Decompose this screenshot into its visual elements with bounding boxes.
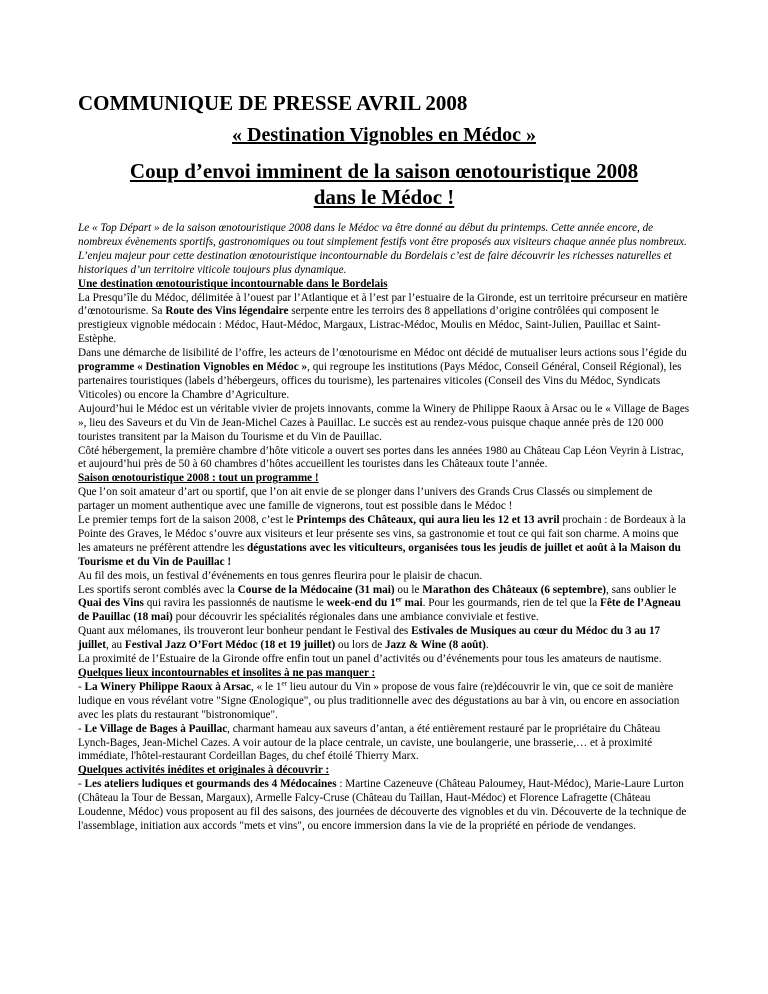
paragraph: Que l’on soit amateur d’art ou sportif, que l’on ait envie de se plonger dans l’univers des Grands Crus Classés ou simplement de partager un moment authentique avec une famille de vignerons, tout est possible dans le Médoc !	[78, 486, 653, 513]
page-title: COMMUNIQUE DE PRESSE AVRIL 2008	[78, 91, 468, 115]
paragraph: Aujourd’hui le Médoc est un véritable vivier de projets innovants, comme la Winery de Philippe Raoux à Arsac ou le « Village de Bages », lieu des Saveurs et du Vin de Jean-Michel Cazes à Pauillac. Le succès est au rendez-vous puisque chaque année près de 120 000 touristes transitent par la Maison du Tourisme et du Vin de Pauillac.	[78, 402, 690, 443]
headline-line-2: dans le Médoc !	[313, 185, 455, 209]
paragraph: Le premier temps fort de la saison 2008, c’est le Printemps des Châteaux, qui aura lieu les 12 et 13 avril prochain : de Bordeaux à la Pointe des Graves, le Médoc s’ouvre aux visiteurs et leur présente ses vins, sa gastronomie et tout ce qui fait son charme. A moins que les amateurs ne préfèrent attendre les dégustations avec les viticulteurs, organisées tous les jeudis de juillet et août à la Maison du Tourisme et du Vin de Pauillac !	[78, 514, 686, 568]
paragraph: Dans une démarche de lisibilité de l’offre, les acteurs de l’œnotourisme en Médoc ont décidé de mutualiser leurs actions sous l’égide du programme « Destination Vignobles en Médoc », qui regroupe les institutions (Pays Médoc, Conseil Général, Conseil Régional), les partenaires touristiques (labels d’hébergeurs, offices du tourisme), les partenaires viticoles (Conseil des Vins du Médoc, Syndicats Viticoles) ou encore la Chambre d’Agriculture.	[78, 347, 687, 401]
page-headline	[78, 158, 690, 210]
list-item: - La Winery Philippe Raoux à Arsac, « le 1er lieu autour du Vin » propose de vous faire (re)découvrir le vin, que ce soit de manière ludique en vous révélant votre "Signe Œnologique", ou plus traditionnelle avec des dégustations au bar à vin, ou encore en association avec les plats du restaurant "bistronomique".	[78, 679, 680, 721]
intro-paragraph: Le « Top Départ » de la saison œnotouristique 2008 dans le Médoc va être donné au début du printemps. Cette année encore, de nombreux évènements sportifs, gastronomiques ou tout simplement festifs vont être proposés aux visiteurs chaque année plus nombreux. L’enjeu majeur pour cette destination œnotouristique incontournable du Bordelais c’est de faire découvrir les richesses naturelles et historiques d’un territoire viticole toujours plus dynamique.	[78, 222, 687, 276]
section-heading-saison: Saison œnotouristique 2008 : tout un programme !	[78, 472, 319, 485]
headline-line-1: Coup d’envoi imminent de la saison œnotouristique 2008	[129, 159, 639, 183]
paragraph: Au fil des mois, un festival d’événements en tous genres fleurira pour le plaisir de chacun.	[78, 569, 483, 582]
section-heading-activites: Quelques activités inédites et originales à découvrir :	[78, 764, 330, 777]
section-heading-lieux: Quelques lieux incontournables et insolites à ne pas manquer :	[78, 667, 376, 679]
paragraph: La proximité de l’Estuaire de la Gironde offre enfin tout un panel d’activités ou d’événements pour tous les amateurs de nautisme.	[78, 653, 662, 666]
list-item: - Les ateliers ludiques et gourmands des 4 Médocaines : Martine Cazeneuve (Château Paloumey, Haut-Médoc), Marie-Laure Lurton (Château la Tour de Bessan, Margaux), Armelle Falcy-Cruse (Château du Taillan, Haut-Médoc) et Florence Lafragette (Château Loudenne, Médoc) vous proposent au fil des saisons, des journées de découverte des vignobles et du vin. Découverte de la technique de l'assemblage, initiation aux accords "mets et vins", ou encore immersion dans la vie de la propriété en période de vendanges.	[78, 778, 687, 832]
paragraph: Côté hébergement, la première chambre d’hôte viticole a ouvert ses portes dans les années 1980 au Château Cap Léon Veyrin à Listrac, et aujourd’hui près de 50 à 60 chambres d’hôtes accueillent les touristes dans les Châteaux toute l’année.	[78, 444, 684, 471]
paragraph: Quant aux mélomanes, ils trouveront leur bonheur pendant le Festival des Estivales de Musiques au cœur du Médoc du 3 au 17 juillet, au Festival Jazz O’Fort Médoc (18 et 19 juillet) ou lors de Jazz & Wine (8 août).	[78, 625, 661, 652]
paragraph: Les sportifs seront comblés avec la Course de la Médocaine (31 mai) ou le Marathon des Châteaux (6 septembre), sans oublier le Quai des Vins qui ravira les passionnés de nautisme le week-end du 1er mai. Pour les gourmands, rien de tel que la Fête de l’Agneau de Pauillac (18 mai) pour découvrir les spécialités régionales dans une ambiance conviviale et festive.	[78, 583, 681, 624]
paragraph: La Presqu’île du Médoc, délimitée à l’ouest par l’Atlantique et à l’est par l’estuaire de la Gironde, est un territoire précurseur en matière d’œnotourisme. Sa Route des Vins légendaire serpente entre les terroirs des 8 appellations d’origine contrôlées qui composent le prestigieux vignoble médocain : Médoc, Haut-Médoc, Margaux, Listrac-Médoc, Moulis en Médoc, Saint-Julien, Pauillac et Saint-Estèphe.	[78, 291, 688, 346]
press-release-page	[78, 90, 690, 834]
section-heading-destination: Une destination œnotouristique incontournable dans le Bordelais	[78, 277, 388, 290]
article-body	[78, 222, 690, 834]
page-subtitle: « Destination Vignobles en Médoc »	[232, 124, 536, 146]
list-item: - Le Village de Bages à Pauillac, charmant hameau aux saveurs d’antan, a été entièrement restauré par le propriétaire du Château Lynch-Bages, Jean-Michel Cazes. A voir autour de la place centrale, un caviste, une boulangerie, une brasserie,… et à proximité immédiate, l'hôtel-restaurant Cordeillan Bages, du chef étoilé Thierry Marx.	[78, 722, 661, 763]
